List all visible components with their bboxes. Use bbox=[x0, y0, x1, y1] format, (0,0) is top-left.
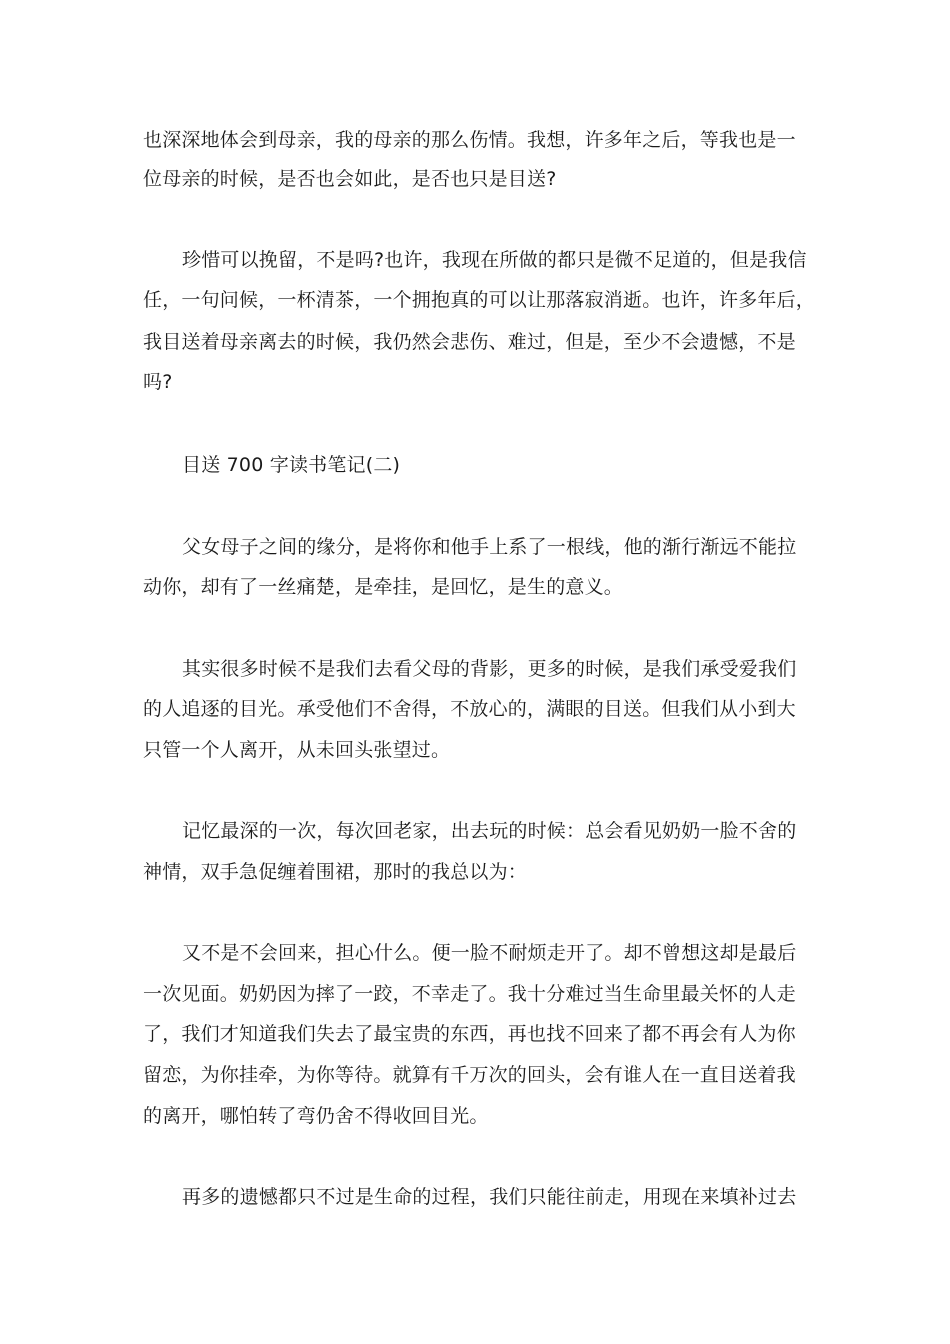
paragraph-line: 也深深地体会到母亲，我的母亲的那么伤情。我想，许多年之后，等我也是一 bbox=[143, 129, 796, 151]
paragraph-line: 动你，却有了一丝痛楚，是牵挂，是回忆，是生的意义。 bbox=[143, 576, 624, 598]
paragraph-line: 珍惜可以挽留，不是吗?也许，我现在所做的都只是微不足道的，但是我信 bbox=[182, 249, 807, 271]
paragraph-line: 位母亲的时候，是否也会如此，是否也只是目送? bbox=[143, 168, 557, 190]
paragraph-line: 我目送着母亲离去的时候，我仍然会悲伤、难过，但是，至少不会遗憾，不是 bbox=[143, 331, 796, 353]
paragraph-line: 父女母子之间的缘分，是将你和他手上系了一根线，他的渐行渐远不能拉 bbox=[182, 536, 797, 558]
paragraph-line: 留恋，为你挂牵，为你等待。就算有千万次的回头，会有谁人在一直目送着我 bbox=[143, 1064, 796, 1086]
paragraph-line: 了，我们才知道我们失去了最宝贵的东西，再也找不回来了都不再会有人为你 bbox=[143, 1023, 796, 1045]
paragraph-line: 一次见面。奶奶因为摔了一跤，不幸走了。我十分难过当生命里最关怀的人走 bbox=[143, 983, 796, 1005]
paragraph-line: 又不是不会回来，担心什么。便一脸不耐烦走开了。却不曾想这却是最后 bbox=[182, 942, 797, 964]
paragraph-line: 再多的遗憾都只不过是生命的过程，我们只能往前走，用现在来填补过去 bbox=[182, 1186, 797, 1208]
paragraph-line: 吗? bbox=[143, 371, 173, 393]
paragraph-line: 任，一句问候，一杯清茶，一个拥抱真的可以让那落寂消逝。也许，许多年后， bbox=[143, 289, 816, 311]
paragraph-line: 其实很多时候不是我们去看父母的背影，更多的时候，是我们承受爱我们 bbox=[182, 658, 797, 680]
paragraph-line: 只管一个人离开，从未回头张望过。 bbox=[143, 739, 451, 761]
paragraph-line: 神情，双手急促缠着围裙，那时的我总以为： bbox=[143, 861, 528, 883]
paragraph-line: 的人追逐的目光。承受他们不舍得，不放心的，满眼的目送。但我们从小到大 bbox=[143, 698, 796, 720]
paragraph-line: 记忆最深的一次，每次回老家，出去玩的时候：总会看见奶奶一脸不舍的 bbox=[182, 820, 797, 842]
paragraph-line: 的离开，哪怕转了弯仍舍不得收回目光。 bbox=[143, 1105, 489, 1127]
section-heading: 目送 700 字读书笔记(二) bbox=[182, 454, 401, 476]
